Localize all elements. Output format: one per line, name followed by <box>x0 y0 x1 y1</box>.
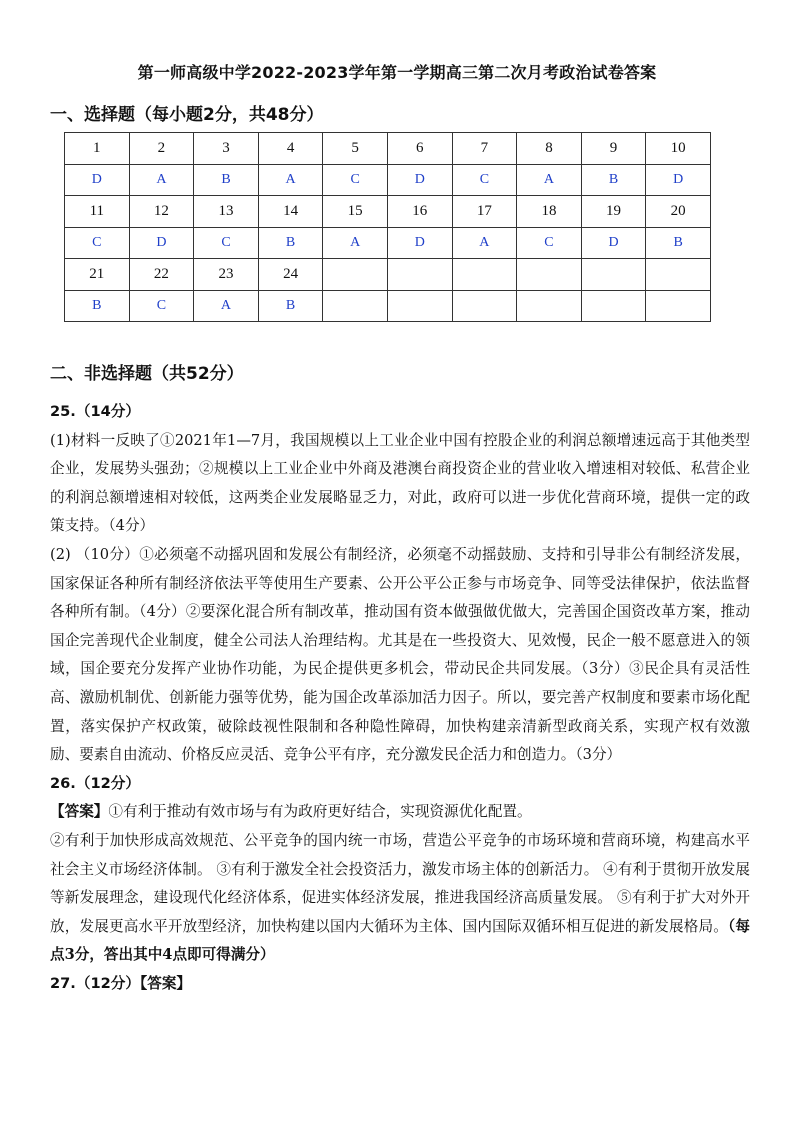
answer-letter: B <box>646 227 711 259</box>
answer-letter: B <box>258 227 323 259</box>
answer-point-1: ①有利于推动有效市场与有为政府更好结合，实现资源优化配置。 <box>108 803 532 821</box>
answer-letter: A <box>129 164 194 196</box>
question-25-part-1: (1)材料一反映了①2021年1—7月，我国规模以上工业企业中国有控股企业的利润总额增速远高于其他类型企业，发展势头强劲；②规模以上工业企业中外商及港澳台商投资企业的营业收入增速相对较低、私营企业的利润总额增速相对较低，这两类企业发展略显乏力，对此，政府可以进一步优化营商环境，提供一定的政策支持。（4分） <box>50 431 750 535</box>
question-number: 21 <box>65 259 130 291</box>
section-heading-choice: 一、选择题（每小题2分，共48分） <box>50 105 324 125</box>
empty-cell <box>517 259 582 291</box>
answer-letter: D <box>581 227 646 259</box>
question-27-heading <box>50 970 750 999</box>
answer-points: ②有利于加快形成高效规范、公平竞争的国内统一市场，营造公平竞争的市场环境和营商环境，构建高水平社会主义市场经济体制。 ③有利于激发全社会投资活力，激发市场主体的创新活力。 ④有利于贯彻开放发展等新发展理念，建设现代化经济体系，促进实体经济发展，推进我国经济高质量发展。 ⑤有利于扩大对外开放，发展更高水平开放型经济，加快构建以国内大循环为主体、国内国际双循环相互促进的新发展格局。 <box>50 831 750 935</box>
question-26-heading: 26.（12分） <box>50 774 140 792</box>
answer-letter: A <box>258 164 323 196</box>
answer-letter: B <box>258 290 323 322</box>
question-number: 9 <box>581 133 646 165</box>
empty-cell <box>646 259 711 291</box>
question-number: 24 <box>258 259 323 291</box>
table-row-answers <box>65 164 711 196</box>
question-number: 12 <box>129 196 194 228</box>
empty-cell <box>646 290 711 322</box>
answer-label: 【答案】 <box>50 803 109 821</box>
answer-body <box>50 398 750 998</box>
question-number: 4 <box>258 133 323 165</box>
answer-letter: A <box>452 227 517 259</box>
question-number: 14 <box>258 196 323 228</box>
answer-letter: A <box>517 164 582 196</box>
question-number: 15 <box>323 196 388 228</box>
empty-cell <box>323 290 388 322</box>
answer-letter: C <box>194 227 259 259</box>
answer-letter: C <box>517 227 582 259</box>
question-number: 23 <box>194 259 259 291</box>
answer-table <box>64 132 711 322</box>
question-number: 7 <box>452 133 517 165</box>
question-number: 19 <box>581 196 646 228</box>
answer-letter: D <box>646 164 711 196</box>
question-25-part-2: (2) （10分）①必须毫不动摇巩固和发展公有制经济，必须毫不动摇鼓励、支持和引导非公有制经济发展，国家保证各种所有制经济依法平等使用生产要素、公开公平公正参与市场竞争、同等受法律保护，依法监督各种所有制。（4分）②要深化混合所有制改革，推动国有资本做强做优做大，完善国企国资改革方案，推动国企完善现代企业制度，健全公司法人治理结构。尤其是在一些投资大、见效慢，民企一般不愿意进入的领域，国企要充分发挥产业协作功能，为民企提供更多机会，带动民企共同发展。（3分）③民企具有灵活性高、激励机制优、创新能力强等优势，能为国企改革添加活力因子。所以，要完善产权制度和要素市场化配置，落实保护产权政策，破除歧视性限制和各种隐性障碍，加快构建亲清新型政商关系，实现产权有效激励、要素自由流动、价格反应灵活、竞争公平有序，充分激发民企活力和创造力。（3分） <box>50 545 750 764</box>
answer-letter: D <box>387 227 452 259</box>
scoring-note: （每点3分，答出其中4点即可得满分） <box>50 917 751 964</box>
empty-cell <box>452 290 517 322</box>
question-number: 13 <box>194 196 259 228</box>
answer-letter: A <box>323 227 388 259</box>
answer-letter: B <box>65 290 130 322</box>
answer-letter: D <box>387 164 452 196</box>
answer-letter: D <box>129 227 194 259</box>
question-number: 10 <box>646 133 711 165</box>
question-number: 5 <box>323 133 388 165</box>
question-number: 17 <box>452 196 517 228</box>
answer-label: 【答案】 <box>139 974 192 992</box>
answer-letter: A <box>194 290 259 322</box>
empty-cell <box>581 290 646 322</box>
answer-letter: D <box>65 164 130 196</box>
answer-letter: C <box>129 290 194 322</box>
question-26-points <box>50 827 750 970</box>
answer-letter: C <box>452 164 517 196</box>
empty-cell <box>323 259 388 291</box>
answer-letter: B <box>581 164 646 196</box>
question-number: 8 <box>517 133 582 165</box>
question-26-line-1 <box>50 798 750 827</box>
page-title: 第一师高级中学2022-2023学年第一学期高三第二次月考政治试卷答案 <box>137 63 657 82</box>
question-number: 16 <box>387 196 452 228</box>
empty-cell <box>387 259 452 291</box>
section-heading-non-choice: 二、非选择题（共52分） <box>50 364 244 384</box>
question-number: 1 <box>65 133 130 165</box>
table-row-numbers <box>65 133 711 165</box>
table-row-numbers <box>65 196 711 228</box>
table-row-answers <box>65 290 711 322</box>
question-number: 3 <box>194 133 259 165</box>
question-25-heading: 25.（14分） <box>50 403 140 420</box>
question-number: 22 <box>129 259 194 291</box>
question-number: 6 <box>387 133 452 165</box>
question-number: 2 <box>129 133 194 165</box>
question-number: 11 <box>65 196 130 228</box>
table-row-answers <box>65 227 711 259</box>
answer-letter: C <box>323 164 388 196</box>
question-number: 18 <box>517 196 582 228</box>
question-number: 20 <box>646 196 711 228</box>
empty-cell <box>452 259 517 291</box>
empty-cell <box>387 290 452 322</box>
question-27-number: 27.（12分） <box>50 974 140 992</box>
empty-cell <box>581 259 646 291</box>
answer-letter: B <box>194 164 259 196</box>
answer-letter: C <box>65 227 130 259</box>
empty-cell <box>517 290 582 322</box>
table-row-numbers <box>65 259 711 291</box>
